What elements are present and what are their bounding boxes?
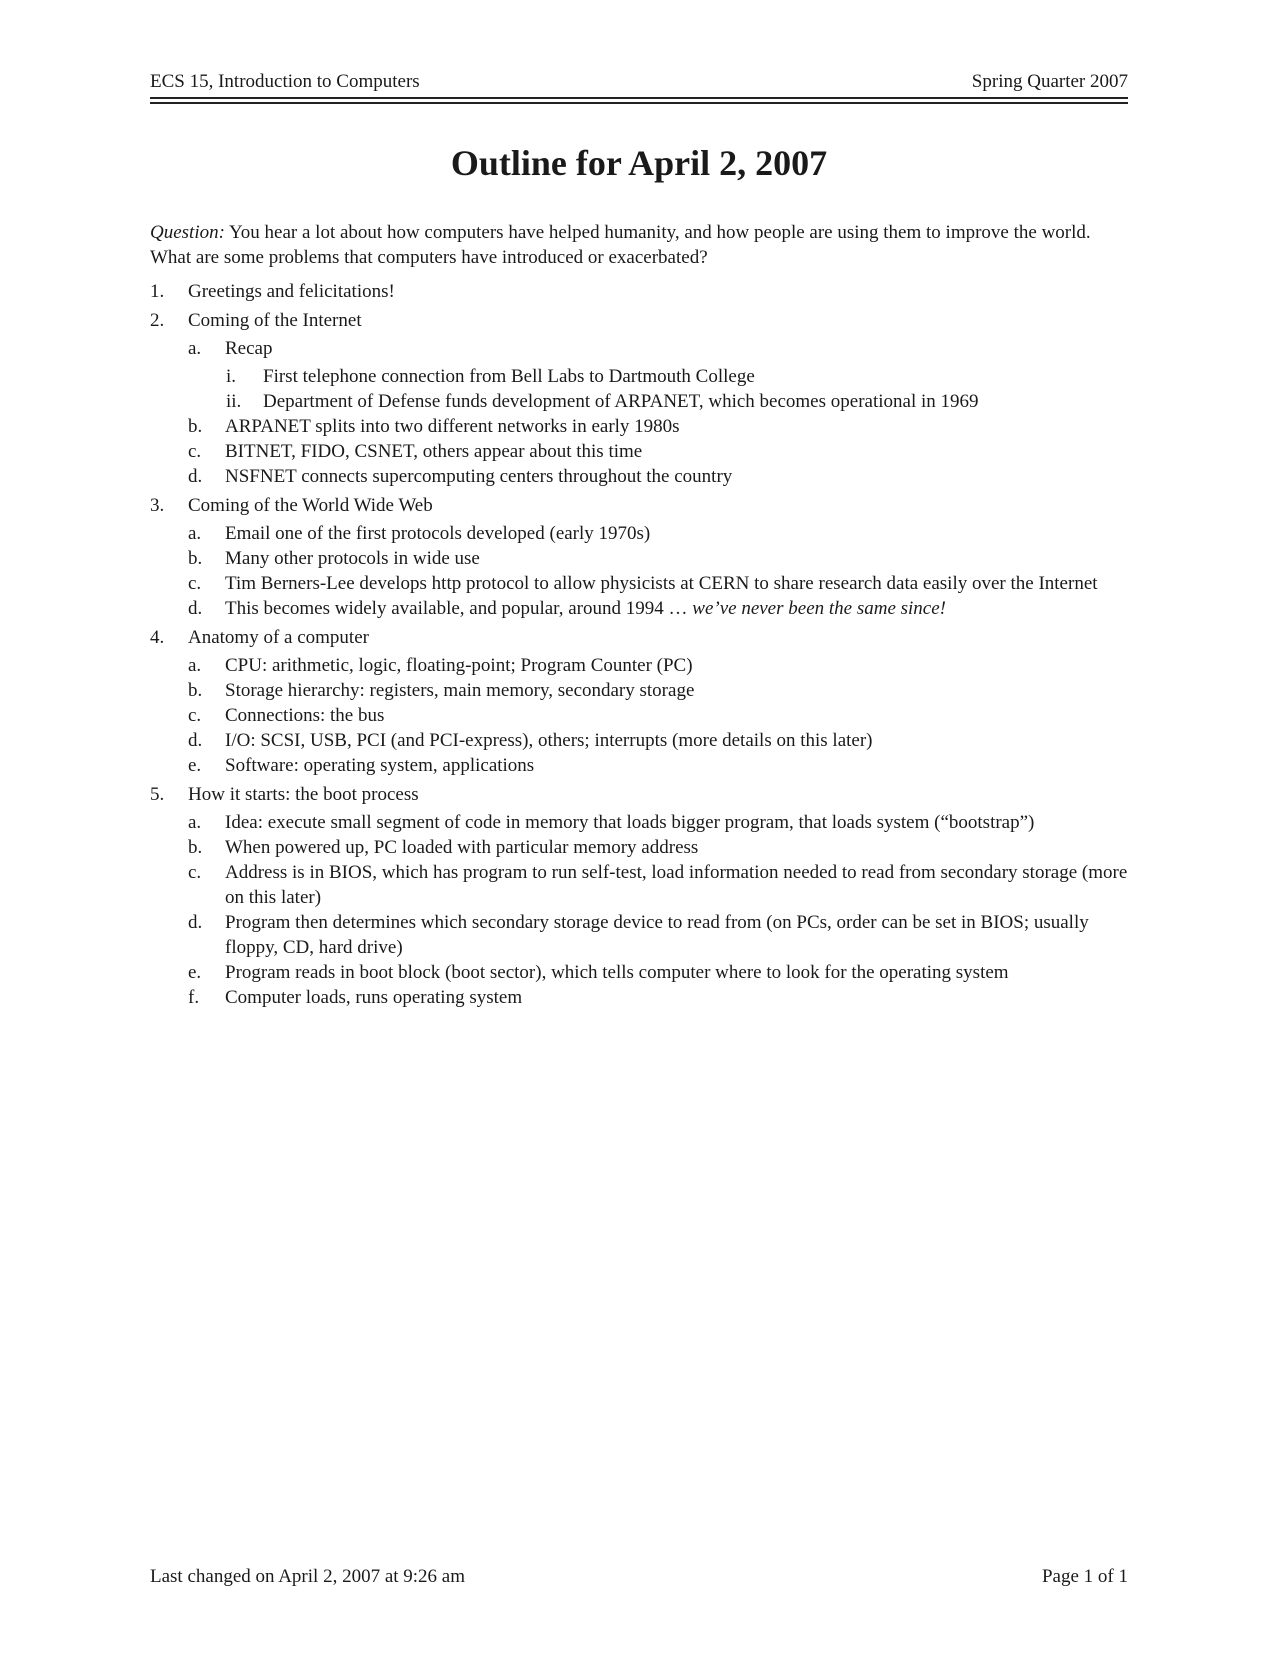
item-marker: b. xyxy=(188,837,203,858)
item-text: This becomes widely available, and popular, around 1994 … xyxy=(225,598,693,619)
item-text: When powered up, PC loaded with particular memory address xyxy=(225,837,699,858)
item-marker: d. xyxy=(188,466,203,487)
item-marker: i. xyxy=(226,366,237,387)
item-marker: ii. xyxy=(226,391,242,412)
outline-item-level-1 xyxy=(150,625,1128,650)
outline-item-level-2 xyxy=(150,439,1128,464)
outline-item-level-2 xyxy=(150,810,1128,835)
item-marker: b. xyxy=(188,416,203,437)
item-marker: 1. xyxy=(150,281,165,302)
outline-item-level-2 xyxy=(150,521,1128,546)
outline-item-level-2 xyxy=(150,464,1128,489)
item-text: How it starts: the boot process xyxy=(188,784,419,805)
page-title: Outline for April 2, 2007 xyxy=(450,143,828,183)
item-text: I/O: SCSI, USB, PCI (and PCI-express), others; interrupts (more details on this later) xyxy=(225,730,873,751)
page-header xyxy=(150,70,1128,94)
item-marker: c. xyxy=(188,573,202,594)
item-text: BITNET, FIDO, CSNET, others appear about this time xyxy=(225,441,643,462)
outline-item-level-2 xyxy=(150,336,1128,361)
item-emphasis: we’ve never been the same since! xyxy=(692,598,947,619)
item-text: Anatomy of a computer xyxy=(188,627,369,648)
outline-item-level-2 xyxy=(150,835,1128,860)
item-text: ARPANET splits into two different networks in early 1980s xyxy=(225,416,680,437)
header-rule-top xyxy=(150,97,1128,99)
outline-item-level-3 xyxy=(150,364,1128,389)
item-marker: 2. xyxy=(150,310,165,331)
item-text: Recap xyxy=(225,338,273,359)
document-page xyxy=(150,0,1128,1656)
item-marker: d. xyxy=(188,912,203,933)
item-marker: e. xyxy=(188,962,202,983)
item-marker: b. xyxy=(188,680,203,701)
item-text: Program reads in boot block (boot sector), which tells computer where to look for the operating system xyxy=(225,962,1009,983)
outline-item-level-2 xyxy=(150,753,1128,778)
item-marker: c. xyxy=(188,441,202,462)
outline-item-level-2 xyxy=(150,596,1128,621)
outline-item-level-2 xyxy=(150,703,1128,728)
item-marker: b. xyxy=(188,548,203,569)
outline-item-level-3 xyxy=(150,389,1128,414)
question-label: Question: xyxy=(150,222,225,243)
item-text: Coming of the World Wide Web xyxy=(188,495,433,516)
item-marker: c. xyxy=(188,705,202,726)
item-text: Idea: execute small segment of code in memory that loads bigger program, that loads system (“bootstrap”) xyxy=(225,812,1035,833)
item-text: CPU: arithmetic, logic, floating-point; Program Counter (PC) xyxy=(225,655,693,676)
item-text: Program then determines which secondary storage device to read from (on PCs, order can be set in BIOS; usually floppy, CD, hard drive) xyxy=(225,912,1089,958)
term: Spring Quarter 2007 xyxy=(971,71,1128,92)
page-number: Page 1 of 1 xyxy=(1041,1566,1128,1587)
outline-item-level-1 xyxy=(150,279,1128,304)
item-marker: 5. xyxy=(150,784,165,805)
outline-item-level-2 xyxy=(150,910,1128,960)
item-text: Computer loads, runs operating system xyxy=(225,987,523,1008)
last-changed: Last changed on April 2, 2007 at 9:26 am xyxy=(150,1566,466,1587)
item-text: Email one of the first protocols developed (early 1970s) xyxy=(225,523,651,544)
question-text: You hear a lot about how computers have helped humanity, and how people are using them to improve the world. What are some problems that computers have introduced or exacerbated? xyxy=(150,222,1091,268)
item-text: Greetings and felicitations! xyxy=(188,281,395,302)
item-marker: 3. xyxy=(150,495,165,516)
page-footer xyxy=(150,1565,1128,1589)
outline-item-level-2 xyxy=(150,960,1128,985)
item-text: Address is in BIOS, which has program to run self-test, load information needed to read from secondary storage (more on this later) xyxy=(225,862,1128,908)
item-text: NSFNET connects supercomputing centers throughout the country xyxy=(225,466,733,487)
item-marker: e. xyxy=(188,755,202,776)
item-marker: a. xyxy=(188,338,202,359)
outline-item-level-2 xyxy=(150,571,1128,596)
outline-item-level-2 xyxy=(150,860,1128,910)
outline-item-level-2 xyxy=(150,414,1128,439)
item-text: First telephone connection from Bell Labs to Dartmouth College xyxy=(263,366,755,387)
item-text: Storage hierarchy: registers, main memory, secondary storage xyxy=(225,680,695,701)
item-marker: a. xyxy=(188,523,202,544)
item-text: Department of Defense funds development of ARPANET, which becomes operational in 1969 xyxy=(263,391,979,412)
item-marker: d. xyxy=(188,598,203,619)
header-rule-bottom xyxy=(150,102,1128,104)
item-marker: 4. xyxy=(150,627,165,648)
item-text: Software: operating system, applications xyxy=(225,755,535,776)
item-marker: d. xyxy=(188,730,203,751)
question-paragraph xyxy=(150,220,1128,270)
outline-item-level-1 xyxy=(150,493,1128,518)
outline-item-level-2 xyxy=(150,546,1128,571)
course-name: ECS 15, Introduction to Computers xyxy=(150,71,420,92)
item-marker: c. xyxy=(188,862,202,883)
outline-item-level-2 xyxy=(150,985,1128,1010)
outline-list xyxy=(150,275,1128,1010)
item-marker: a. xyxy=(188,655,202,676)
outline-item-level-1 xyxy=(150,308,1128,333)
item-text: Coming of the Internet xyxy=(188,310,362,331)
outline-item-level-2 xyxy=(150,653,1128,678)
item-text: Connections: the bus xyxy=(225,705,385,726)
outline-item-level-1 xyxy=(150,782,1128,807)
item-text: Tim Berners-Lee develops http protocol to allow physicists at CERN to share research data easily over the Internet xyxy=(225,573,1098,594)
item-text: Many other protocols in wide use xyxy=(225,548,480,569)
outline-item-level-2 xyxy=(150,728,1128,753)
item-marker: f. xyxy=(188,987,200,1008)
outline-item-level-2 xyxy=(150,678,1128,703)
item-marker: a. xyxy=(188,812,202,833)
